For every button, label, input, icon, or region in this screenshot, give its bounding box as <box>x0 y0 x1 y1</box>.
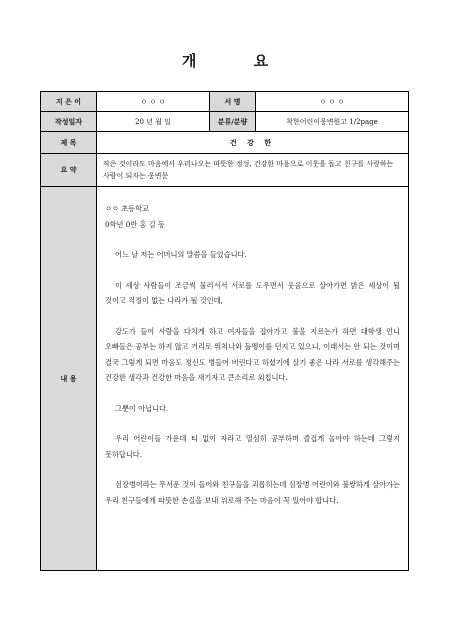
content-label: 내 용 <box>41 187 97 571</box>
paragraph: 강도가 들어 사람을 다치게 하고 여자들을 잡아가고 불을 지르는가 하면 대학생 언니 오빠들은 공부는 하지 않고 거리로 뛰쳐나와 돌멩이를 던지고 있으니, 이래서는 안 되는 것이며 결국 그렇게 되면 마음도 정신도 병들어 버린다고 하셨기에 살기 좋은 나라 서로를 생각해주는 건강한 생각과 건강한 마음을 새기자고 큰소리로 외칩니다. <box>105 326 400 382</box>
document-heading: 개 요 <box>181 52 295 70</box>
paragraph: 이 세상 사람들이 조금씩 물러서서 서로를 도우면서 웃음으로 살아가면 밝은 세상이 될 것이고 걱정이 없는 나라가 될 것인데, <box>105 280 400 305</box>
category-label: 분류/분량 <box>210 112 256 132</box>
author-row <box>41 92 409 112</box>
paragraph: 심장병이라는 무서운 것이 들어와 친구들을 괴롭히는데 심장병 어린이와 불쌍하게 살아가는 우리 친구들에게 따뜻한 손길을 보내 위로해 주는 마음이 꼭 있어야 합니다. <box>105 480 400 505</box>
signature-value: ㅇ ㅇ ㅇ <box>256 92 409 112</box>
paragraph: 그뿐이 아닙니다. <box>115 403 169 413</box>
title-label: 제 목 <box>41 132 97 154</box>
author-label: 지 은 이 <box>41 92 97 112</box>
summary-value: 작은 것이라도 마음에서 우러나오는 따뜻한 정성, 건강한 마음으로 이웃을 돕고 친구를 사랑하는 사람이 되자는 웅변문 <box>97 154 409 187</box>
date-row <box>41 112 409 132</box>
signature-label: 서 명 <box>210 92 256 112</box>
school-line: ㅇㅇ 초등학교 <box>105 204 149 213</box>
content-row <box>41 187 409 571</box>
category-value: 착한어린이웅변원고 1/2page <box>256 112 409 132</box>
title-row <box>41 132 409 154</box>
paragraph: 우리 어린이들 가운데 티 없이 자라고 열심히 공부하며 즐겁게 놀아야 하는데 그렇지 못하답니다. <box>105 434 400 459</box>
date-label: 작성일자 <box>41 112 97 132</box>
content-body <box>97 187 409 571</box>
student-line: 0학년 0반 홍 길 동 <box>105 219 165 229</box>
outline-form-table <box>40 91 409 571</box>
date-value: 20 년 월 일 <box>97 112 210 132</box>
paragraph: 어느 날 저는 어머니의 말씀을 들었습니다. <box>115 250 247 259</box>
title-value: 건 강 한 <box>97 132 409 154</box>
author-value: ㅇ ㅇ ㅇ <box>97 92 210 112</box>
summary-label: 요 약 <box>41 154 97 187</box>
summary-row <box>41 154 409 187</box>
